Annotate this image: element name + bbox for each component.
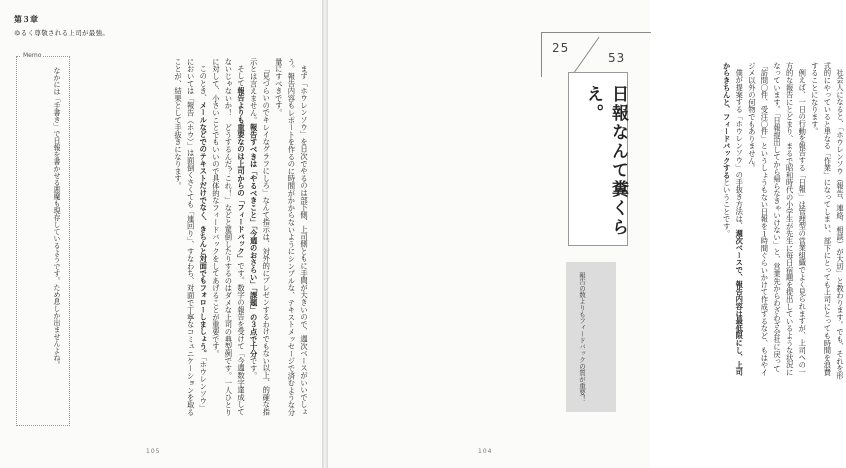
left-body-text <box>82 58 310 418</box>
section-title: 日報なんて糞くらえ。 <box>583 85 628 237</box>
section-title-box <box>568 72 628 246</box>
paragraph <box>209 58 247 418</box>
chapter-subtitle: ゆるく尊敬される上司が最強。 <box>14 29 110 37</box>
paragraph <box>745 62 808 380</box>
right-body-text <box>714 62 846 380</box>
item-counter <box>541 32 651 77</box>
side-note-text: 報告の数よりもフィードバックの質が重要！ <box>578 272 586 402</box>
paragraph <box>171 58 209 418</box>
counter-slash <box>573 37 599 74</box>
paragraph-text: 僕が提案する「ホウレンソウ」の手抜き方法は、 <box>735 69 745 230</box>
emphasis-text: 報告よりも重要なのは上司からの「フィードバック」 <box>237 87 247 263</box>
side-note-box <box>566 262 616 412</box>
emphasis-text: 報告すべきは「やるべきこと」「今週のおさらい」「課題」の３点で十分 <box>249 123 259 358</box>
counter-current: 25 <box>552 41 570 55</box>
memo-box <box>16 52 70 426</box>
paragraph <box>247 58 272 418</box>
emphasis-text: メールなどでのテキストだけでなく、きちんと対面でもフォローしましょう。 <box>199 101 209 358</box>
paragraph-text: 「見づらいのでキレイなグラフにしろ」なんて指示は、対外的にプレゼンするわけでもない以上、的確な指示とは言えません。 <box>249 58 272 416</box>
left-page <box>0 0 322 468</box>
page-number-right: 104 <box>478 448 493 455</box>
paragraph-text: です。 <box>249 357 259 380</box>
paragraph-text: 「ホウレンソウ」においては「報告（ホウ）」は面倒くさくても「連回り」、すなわち、対面で丁寧なコミュニケーションを取ることが、結果として手抜きになります。 <box>174 58 209 416</box>
paragraph-text: まず「ホウレンソウ」を日次でやるのは部下側、上司側ともに手間が大きいので、週次ベースがいいでしょう。報告内容もレポートを作るのに時間がかからないようにシンプルな、テキストメッセージで済むような分量にすべきです。 <box>274 58 309 416</box>
paragraph-text: このとき、 <box>199 65 209 102</box>
emphasis-text: 週次ベースで、報告内容は最低限にし、上司からきちんと、フィードバックする <box>722 62 745 376</box>
chapter-label: 第３章 <box>14 15 38 24</box>
paragraph-text: 社会人になると、「ホウレンソウ（報告、連絡、相談）が大切」と教わります。でも、それを形式的にやっていると単なる「作業」になってしまい、部下にとっても上司にとっても時間を浪費することになります。 <box>810 62 845 380</box>
memo-label: Memo <box>23 52 42 59</box>
paragraph <box>272 58 310 418</box>
paragraph <box>720 62 745 380</box>
counter-total: 53 <box>608 51 626 65</box>
paragraph <box>808 62 846 380</box>
paragraph-text: ということです。 <box>722 178 732 238</box>
paragraph-text: 例えば、一日の行動を報告する「日報」は管理型の営業組織でよく見られますが、上司への一方的な報告にとどまり、まるで昭和時代の小学生が先生に毎日宿題を提出しているような状況になっています。「日報提出してから帰らなきゃいけない」と、営業先からわざわざ会社に戻って「訪問〇件、受注〇件」というしょうもない日報を１時間ぐらいかけて作成するなど、もはやイジメ以外の何物でもありません。 <box>747 62 808 376</box>
page-number-left: 105 <box>146 448 161 455</box>
paragraph-text: です。数字の報告を受けて「今週数字達成してないじゃないか！ どうするんだ？これ！」などと罵倒したりするのはダメな上司の典型例です。一人ひとりに対して、小さいことでもいいので具体的なフィードバックをしてあげることが重要です。 <box>211 58 247 416</box>
memo-text: なかには「手書き」で日報を書かせる悪魔も現存しているようです。ため息しか出ませんよね。 <box>53 67 61 368</box>
paragraph-text: そして <box>237 65 247 88</box>
